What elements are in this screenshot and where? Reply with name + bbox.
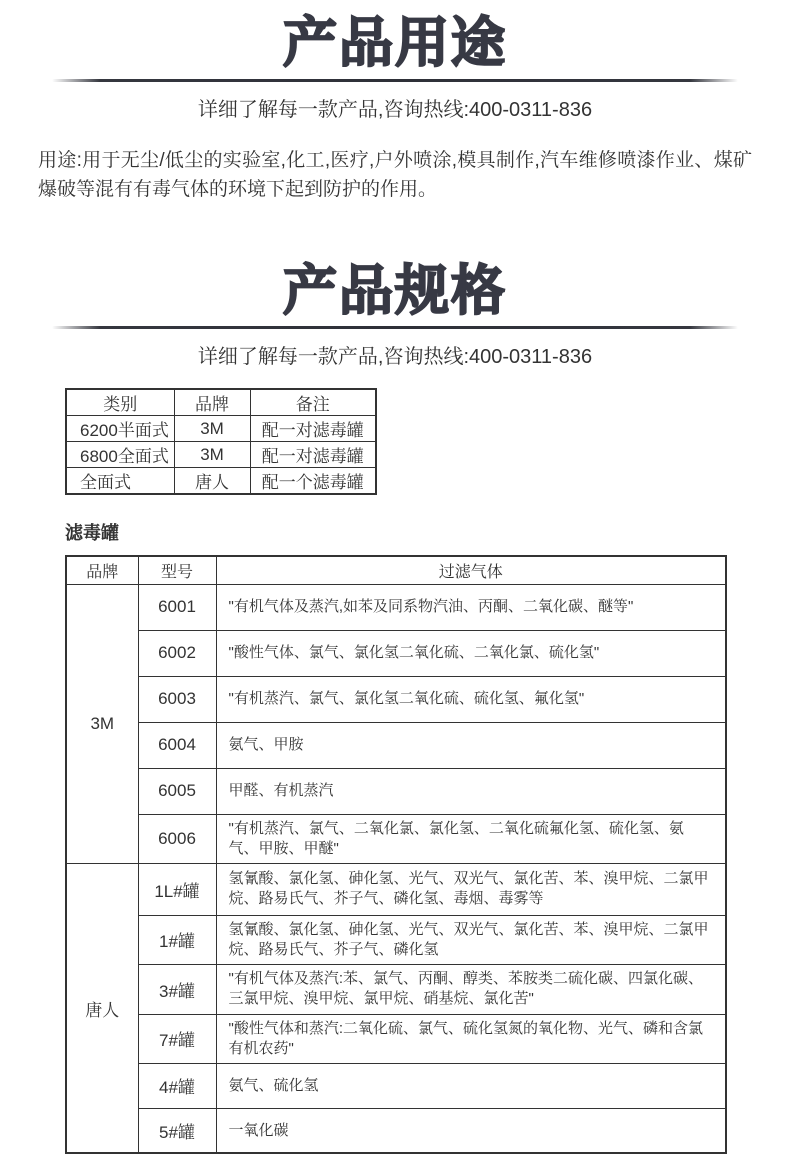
model-cell: 1#罐 [138, 915, 216, 964]
page-title-usage: 产品用途 [283, 13, 507, 73]
table-row [66, 442, 376, 468]
hotline-subtitle: 详细了解每一款产品,咨询热线:400-0311-836 [197, 346, 593, 369]
remark-cell: 配一对滤毒罐 [250, 416, 376, 442]
table-row [66, 630, 726, 676]
section-usage [0, 0, 790, 204]
gases-cell: "有机蒸汽、氯气、二氧化氯、氯化氢、二氧化硫氟化氢、硫化氢、氨气、甲胺、甲醚" [216, 814, 726, 863]
page-title-spec: 产品规格 [283, 260, 507, 321]
brand-cell: 3M [174, 442, 250, 468]
table-header-row [66, 556, 726, 584]
model-cell: 6002 [138, 630, 216, 676]
gases-cell: 一氧化碳 [216, 1108, 726, 1153]
model-cell: 6004 [138, 722, 216, 768]
gases-cell: "酸性气体和蒸汽:二氧化硫、氯气、硫化氢氮的氧化物、光气、磷和含氯有机农药" [216, 1014, 726, 1063]
column-header: 过滤气体 [216, 556, 726, 584]
gases-cell: 氢氰酸、氯化氢、砷化氢、光气、双光气、氯化苦、苯、溴甲烷、二氯甲烷、路易氏气、芥子气、磷化氢、毒烟、毒雾等 [216, 863, 726, 915]
gases-cell: "有机气体及蒸汽:苯、氯气、丙酮、醇类、苯胺类二硫化碳、四氯化碳、三氯甲烷、溴甲烷、氯甲烷、硝基烷、氯化苦" [216, 964, 726, 1014]
gases-cell: 氨气、硫化氢 [216, 1063, 726, 1108]
gases-cell: 甲醛、有机蒸汽 [216, 768, 726, 814]
brand-group-cell: 唐人 [66, 863, 138, 1153]
model-cell: 1L#罐 [138, 863, 216, 915]
model-cell: 3#罐 [138, 964, 216, 1014]
title-divider [52, 326, 738, 329]
column-header: 类别 [66, 389, 174, 416]
brand-cell: 唐人 [174, 468, 250, 495]
category-cell: 6800全面式 [66, 442, 174, 468]
section-spec [0, 248, 790, 1154]
brand-cell: 3M [174, 416, 250, 442]
brand-group-cell: 3M [66, 584, 138, 863]
remark-cell: 配一个滤毒罐 [250, 468, 376, 495]
table-row [66, 863, 726, 915]
column-header: 品牌 [174, 389, 250, 416]
gases-cell: "酸性气体、氯气、氯化氢二氧化硫、二氧化氯、硫化氢" [216, 630, 726, 676]
column-header: 品牌 [66, 556, 138, 584]
gases-cell: 氢氰酸、氯化氢、砷化氢、光气、双光气、氯化苦、苯、溴甲烷、二氯甲烷、路易氏气、芥子气、磷化氢 [216, 915, 726, 964]
table-row [66, 468, 376, 495]
table-header-row [66, 389, 376, 416]
table-row [66, 915, 726, 964]
table-row [66, 584, 726, 630]
model-cell: 7#罐 [138, 1014, 216, 1063]
column-header: 备注 [250, 389, 376, 416]
category-cell: 全面式 [66, 468, 174, 495]
category-cell: 6200半面式 [66, 416, 174, 442]
spec-table [65, 388, 377, 495]
gases-cell: 氨气、甲胺 [216, 722, 726, 768]
model-cell: 4#罐 [138, 1063, 216, 1108]
table-row [66, 1108, 726, 1153]
filter-cartridge-heading: 滤毒罐 [65, 523, 119, 544]
gases-cell: "有机蒸汽、氯气、氯化氢二氧化硫、硫化氢、氟化氢" [216, 676, 726, 722]
remark-cell: 配一对滤毒罐 [250, 442, 376, 468]
column-header: 型号 [138, 556, 216, 584]
table-row [66, 676, 726, 722]
table-row [66, 722, 726, 768]
table-row [66, 814, 726, 863]
model-cell: 6006 [138, 814, 216, 863]
title-divider [52, 79, 738, 82]
model-cell: 5#罐 [138, 1108, 216, 1153]
hotline-subtitle: 详细了解每一款产品,咨询热线:400-0311-836 [197, 98, 593, 121]
filter-cartridge-table [65, 555, 727, 1154]
table-row [66, 1014, 726, 1063]
model-cell: 6001 [138, 584, 216, 630]
gases-cell: "有机气体及蒸汽,如苯及同系物汽油、丙酮、二氧化碳、醚等" [216, 584, 726, 630]
table-row [66, 768, 726, 814]
table-row [66, 964, 726, 1014]
usage-paragraph: 用途:用于无尘/低尘的实验室,化工,医疗,户外喷涂,模具制作,汽车维修喷漆作业、煤矿爆破等混有有毒气体的环境下起到防护的作用。 [38, 149, 752, 200]
table-row [66, 1063, 726, 1108]
table-row [66, 416, 376, 442]
model-cell: 6005 [138, 768, 216, 814]
model-cell: 6003 [138, 676, 216, 722]
